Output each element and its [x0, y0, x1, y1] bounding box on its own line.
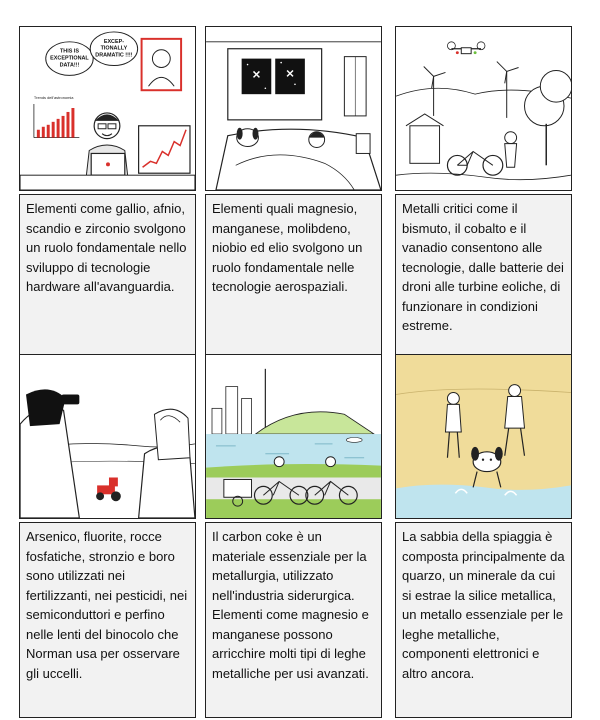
beach-dog-drawing: [396, 355, 571, 518]
chart-label: Trends dell'astronomia: [33, 95, 74, 101]
bubble-1-line-2: EXCEPTIONAL: [50, 55, 89, 62]
panel-4-caption: Arsenico, fluorite, rocce fosfatiche, stronzio e boro sono utilizzati nei fertilizzanti, nei pesticidi, nei semiconduttori e perfino nelle lenti del binocolo che Norman usa per osservare gli uccelli.: [19, 522, 196, 718]
bubble-2-line-3: DRAMATIC !!!!: [95, 52, 133, 59]
panel-5-caption: Il carbon coke è un materiale essenziale per la metallurgia, utilizzato nell'industria siderurgica. Elementi come magnesio e manganese possono arricchire molti tipi di leghe metalliche per usi avanzati.: [205, 522, 382, 718]
river-cycling-drawing: [206, 355, 381, 518]
panel-5-illustration: [205, 354, 382, 519]
birdwatching-field-drawing: [20, 355, 195, 518]
panel-1-caption: Elementi come gallio, afnio, scandio e zirconio svolgono un ruolo fondamentale nello sviluppo di tecnologie hardware all'avanguardia.: [19, 194, 196, 364]
panel-6-caption: La sabbia della spiaggia è composta principalmente da quarzo, un minerale da cui si estrae la silice metallica, un metallo essenziale per le leghe metalliche, componenti elettronici e altro ancora.: [395, 522, 572, 718]
panel-1-illustration: [19, 26, 196, 191]
bubble-1-line-1: THIS IS: [59, 48, 79, 55]
panel-6-illustration: [395, 354, 572, 519]
wind-turbine-field-drawing: [396, 27, 571, 190]
panel-3-illustration: [395, 26, 572, 191]
red-bar-chart: [37, 108, 75, 138]
bubble-2-line-2: TIONALLY: [100, 45, 128, 52]
panel-3-caption: Metalli critici come il bismuto, il cobalto e il vanadio consentono alle tecnologie, dalle batterie dei droni alle turbine eoliche, di funzionare in condizioni estreme.: [395, 194, 572, 364]
panel-2-illustration: [205, 26, 382, 191]
bubble-2-line-1: EXCEP-: [103, 38, 125, 45]
bedroom-night-drawing: [206, 27, 381, 190]
bubble-1-line-3: DATA!!!: [59, 62, 80, 69]
panel-4-illustration: [19, 354, 196, 519]
office-scientist-drawing: [20, 27, 195, 190]
panel-2-caption: Elementi quali magnesio, manganese, molibdeno, niobio ed elio svolgono un ruolo fondamentale nelle tecnologie aerospaziali.: [205, 194, 382, 364]
